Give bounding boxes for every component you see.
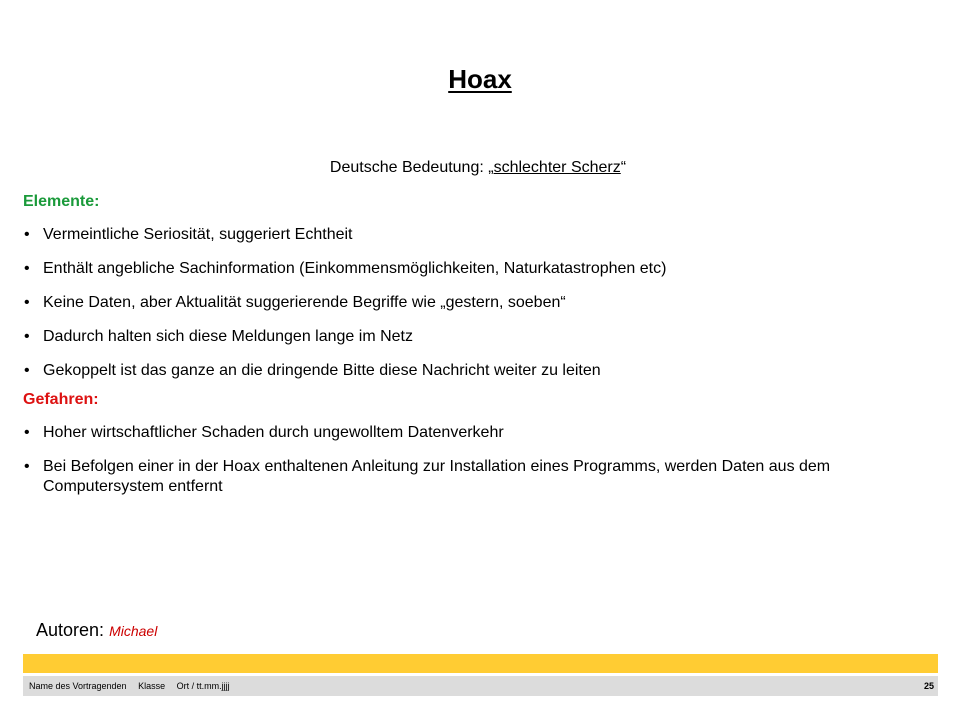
slide-content <box>23 158 933 511</box>
footer-place-date: Ort / tt.mm.jjjj <box>176 681 230 691</box>
subtitle <box>23 158 933 178</box>
footer-presenter: Name des Vortragenden <box>29 681 127 691</box>
list-item: • Bei Befolgen einer in der Hoax enthaltenen Anleitung zur Installation eines Programms, werden Daten aus dem Computersystem entfernt <box>23 457 933 497</box>
elements-heading: Elemente: <box>23 193 100 210</box>
subtitle-term: schlechter Scherz <box>493 159 621 176</box>
dangers-list <box>23 423 933 497</box>
subtitle-suffix: “ <box>620 159 627 176</box>
list-item: • Hoher wirtschaftlicher Schaden durch ungewolltem Datenverkehr <box>23 423 933 443</box>
footer <box>23 676 938 696</box>
slide-title: Hoax <box>448 64 512 94</box>
list-item: • Enthält angebliche Sachinformation (Einkommensmöglichkeiten, Naturkatastrophen etc) <box>23 259 933 279</box>
footer-meta <box>29 676 239 696</box>
footer-class: Klasse <box>138 681 166 691</box>
subtitle-prefix: Deutsche Bedeutung: „ <box>329 159 494 176</box>
accent-bar <box>23 654 938 673</box>
list-item: • Keine Daten, aber Aktualität suggerierende Begriffe wie „gestern, soeben“ <box>23 293 933 313</box>
list-item: • Gekoppelt ist das ganze an die dringende Bitte diese Nachricht weiter zu leiten <box>23 361 933 381</box>
authors-label: Autoren: <box>36 620 105 640</box>
list-item: • Dadurch halten sich diese Meldungen lange im Netz <box>23 327 933 347</box>
author-name: Michael <box>109 623 158 639</box>
list-item: • Vermeintliche Seriosität, suggeriert Echtheit <box>23 225 933 245</box>
page-number: 25 <box>923 681 934 691</box>
elements-list <box>23 225 933 381</box>
authors <box>36 619 157 642</box>
dangers-heading: Gefahren: <box>23 391 99 408</box>
